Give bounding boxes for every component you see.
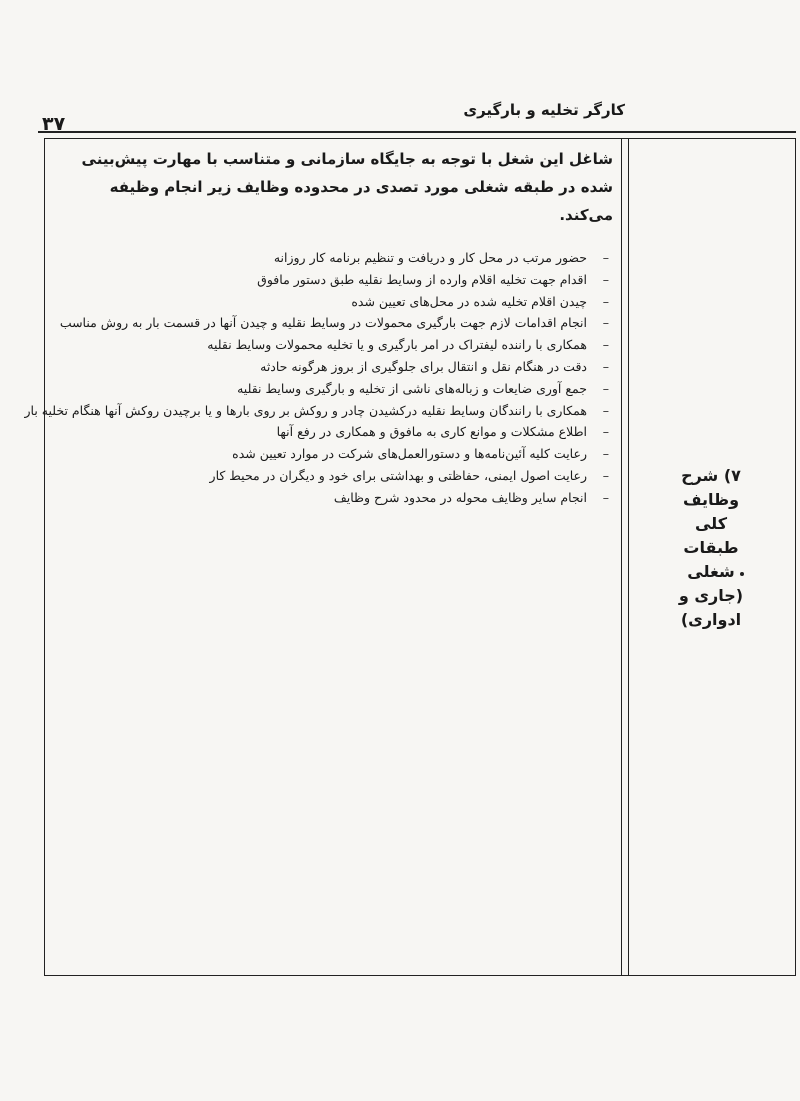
section-label-line: ۷) شرح	[681, 466, 741, 485]
duty-item: – اطلاع مشکلات و موانع کاری به مافوق و همکاری در رفع آنها	[45, 421, 613, 443]
duty-item: – رعایت کلیه آئین‌نامه‌ها و دستورالعمل‌های شرکت در موارد تعیین شده	[45, 443, 613, 465]
section-label-line: ادواری)	[680, 610, 742, 629]
duty-item: – همکاری با رانندگان وسایط نقلیه درکشیدن چادر و روکش بر روی بارها و یا برچیدن روکش آنها هنگام تخلیه بار	[45, 400, 613, 422]
page-number: ۳۷	[42, 113, 66, 135]
header-divider	[38, 131, 796, 133]
duty-item: – انجام اقدامات لازم جهت بارگیری محمولات در وسایط نقلیه و چیدن آنها در قسمت بار به روش مناسب	[45, 312, 613, 334]
section-label-cell	[627, 464, 795, 632]
section-label-line: (جاری و	[678, 586, 744, 605]
duty-item: – دقت در هنگام نقل و انتقال برای جلوگیری از بروز هرگونه حادثه	[45, 356, 613, 378]
duty-item: – اقدام جهت تخلیه اقلام وارده از وسایط نقلیه طبق دستور مافوق	[45, 269, 613, 291]
duty-item: – حضور مرتب در محل کار و دریافت و تنظیم برنامه کار روزانه	[45, 247, 613, 269]
duty-item: – همکاری با راننده لیفتراک در امر بارگیری و یا تخلیه محمولات وسایط نقلیه	[45, 334, 613, 356]
job-description-table	[24, 138, 796, 976]
duties-content-cell	[24, 139, 621, 509]
duty-item: – جمع آوری ضایعات و زباله‌های ناشی از تخلیه و بارگیری وسایط نقلیه	[45, 378, 613, 400]
duties-intro: شاغل این شغل با توجه به جایگاه سازمانی و متناسب با مهارت پیش‌بینی شده در طبقه شغلی مورد تصدی در محدوده وظایف زیر انجام وظیفه می‌کند.	[81, 150, 613, 224]
document-title: کارگر تخلیه و بارگیری	[463, 101, 625, 119]
section-label-line: وظایف	[682, 490, 740, 509]
duty-item: – انجام سایر وظایف محوله در محدود شرح وظایف	[45, 487, 613, 509]
section-label-line: کلی	[694, 514, 728, 533]
duty-item: – چیدن اقلام تخلیه شده در محل‌های تعیین شده	[45, 291, 613, 313]
section-label-line: شغلی	[687, 562, 735, 581]
section-label-line: طبقات	[683, 538, 739, 557]
scan-dot-mark	[740, 572, 744, 576]
duties-list	[24, 247, 613, 509]
duty-item: – رعایت اصول ایمنی، حفاظتی و بهداشتی برای خود و دیگران در محیط کار	[45, 465, 613, 487]
